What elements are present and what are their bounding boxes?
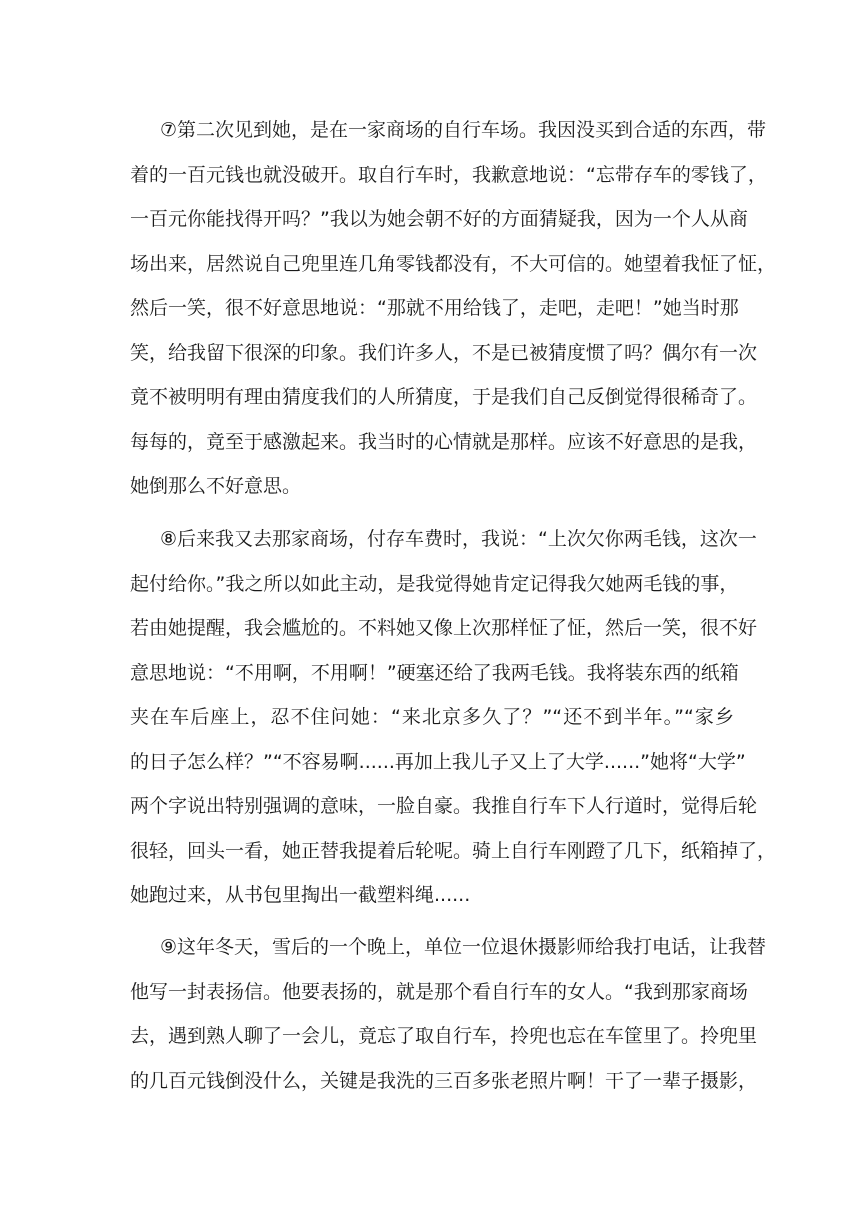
paragraph-line: 场出来，居然说自己兜里连几角零钱都没有，不大可信的。她望着我怔了怔， <box>130 252 777 275</box>
paragraph-9 <box>130 935 767 1113</box>
paragraph-line: ⑦第二次见到她，是在一家商场的自行车场。我因没买到合适的东西，带 <box>160 119 767 141</box>
paragraph-line: 着的一百元钱也就没破开。取自行车时，我歉意地说：“忘带存车的零钱了， <box>130 163 767 186</box>
paragraph-line: 去，遇到熟人聊了一会儿，竟忘了取自行车，拎兜也忘在车筐里了。拎兜里 <box>130 1025 758 1047</box>
paragraph-line: 很轻，回头一看，她正替我提着后轮呢。骑上自行车刚蹬了几下，纸箱掉了， <box>130 839 777 862</box>
paragraph-line: ⑧后来我又去那家商场，付存车费时，我说：“上次欠你两毛钱，这次一 <box>160 528 757 550</box>
paragraph-line: 的日子怎么样？”“不容易啊......再加上我儿子又上了大学......”她将“大学” <box>130 750 746 773</box>
paragraph-line: 她跑过来，从书包里掏出一截塑料绳...... <box>130 884 471 906</box>
paragraph-line: 每每的，竟至于感激起来。我当时的心情就是那样。应该不好意思的是我， <box>130 430 758 453</box>
paragraph-7 <box>130 118 777 519</box>
paragraph-line: 夹在车后座上，忍不住问她：“来北京多久了？”“还不到半年。”“家乡 <box>130 706 734 728</box>
paragraph-8 <box>130 527 777 928</box>
paragraph-line: 他写一封表扬信。他要表扬的，就是那个看自行车的女人。“我到那家商场 <box>130 980 748 1003</box>
paragraph-line: 然后一笑，很不好意思地说：“那就不用给钱了，走吧，走吧！”她当时那 <box>130 297 739 319</box>
paragraph-line: 一百元你能找得开吗？”我以为她会朝不好的方面猜疑我，因为一个人从商 <box>130 208 748 230</box>
paragraph-line: 她倒那么不好意思。 <box>130 475 302 497</box>
paragraph-line: 若由她提醒，我会尴尬的。不料她又像上次那样怔了怔，然后一笑，很不好 <box>130 617 758 639</box>
paragraph-line: 笑，给我留下很深的印象。我们许多人，不是已被猜度惯了吗？偶尔有一次 <box>130 341 758 364</box>
paragraph-line: 竟不被明明有理由猜度我们的人所猜度，于是我们自己反倒觉得很稀奇了。 <box>130 386 758 408</box>
paragraph-line: ⑨这年冬天，雪后的一个晚上，单位一位退休摄影师给我打电话，让我替 <box>160 936 767 958</box>
paragraph-line: 起付给你。”我之所以如此主动，是我觉得她肯定记得我欠她两毛钱的事， <box>130 572 739 595</box>
paragraph-line: 两个字说出特别强调的意味，一脸自豪。我推自行车下人行道时，觉得后轮 <box>130 795 758 817</box>
paragraph-line: 的几百元钱倒没什么，关键是我洗的三百多张老照片啊！干了一辈子摄影， <box>130 1069 758 1092</box>
paragraph-line: 意思地说：“不用啊，不用啊！”硬塞还给了我两毛钱。我将装东西的纸箱 <box>130 661 739 684</box>
